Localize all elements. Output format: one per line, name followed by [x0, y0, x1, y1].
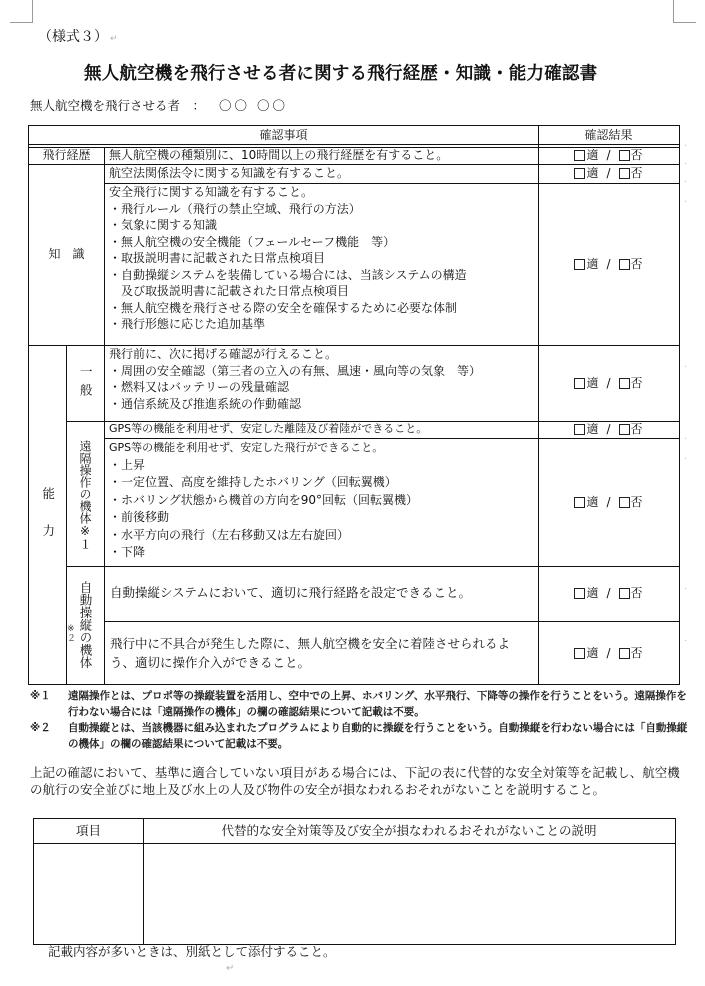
operator-name[interactable]: 〇〇 〇〇 — [219, 98, 288, 113]
remote-flight-cell — [104, 439, 538, 566]
checkbox-ng[interactable] — [619, 648, 630, 659]
checkbox-ok[interactable] — [574, 168, 585, 179]
alt-item-input[interactable] — [34, 844, 143, 944]
result-auto-intervention[interactable]: 適 / 否 — [538, 622, 679, 684]
knowledge-law-text: 航空法関係法令に関する知識を有すること。 — [109, 166, 350, 181]
row-end-mark: . — [684, 432, 687, 442]
list-item: ・ホバリング状態から機首の方向を90°回転（回転翼機） — [109, 492, 419, 507]
list-item: ・取扱説明書に記載された日常点検項目 — [109, 251, 326, 265]
checkbox-ng[interactable] — [619, 424, 630, 435]
list-item: ・周囲の安全確認（第三者の立入の有無、風速・風向等の気象 等） — [109, 363, 482, 378]
row-end-mark: . — [684, 139, 687, 149]
checkbox-ng[interactable] — [619, 588, 630, 599]
instruction-paragraph: 上記の確認において、基準に適合していない項目がある場合には、下記の表に代替的な安全対策等を記載し、航空機の航行の安全並びに地上及び水上の人及び物件の安全が損なわれるおそれがないことを説明すること。 — [30, 765, 680, 797]
header-result: 確認結果 — [584, 127, 633, 142]
paragraph-end-mark: ↵ — [226, 963, 235, 974]
checkbox-ok[interactable] — [574, 378, 585, 389]
subcategory-general: 一般 — [78, 364, 94, 402]
list-item: ・前後移動 — [109, 510, 170, 524]
flight-history-text: 無人航空機の種類別に、10時間以上の飛行経歴を有すること。 — [109, 148, 449, 163]
confirmation-table — [28, 125, 680, 685]
alt-description-input[interactable] — [144, 844, 675, 944]
row-end-mark: . — [684, 452, 687, 462]
general-text: 飛行前に、次に掲げる確認が行えること。 — [109, 347, 338, 361]
page-corner-mark-right — [673, 0, 696, 23]
knowledge-safety-list — [109, 201, 538, 333]
category-ability: 能 力 — [40, 486, 56, 543]
list-item: ・飛行ルール（飛行の禁止空域、飛行の方法） — [109, 201, 361, 216]
subcategory-remote: 遠隔操作の機体※１ — [78, 439, 92, 550]
row-end-mark: . — [684, 157, 687, 167]
row-end-mark: . — [684, 360, 687, 370]
general-cell — [104, 346, 538, 421]
result-general[interactable]: 適 / 否 — [538, 345, 679, 421]
checkbox-ok[interactable] — [574, 259, 585, 270]
list-item: ・飛行形態に応じた追加基準 — [109, 317, 266, 331]
list-item: ・自動操縦システムを装備している場合には、当該システムの構造 — [109, 267, 467, 282]
remote-takeoff-text: GPS等の機能を利用せず、安定した離陸及び着陸ができること。 — [109, 422, 428, 436]
alt-header-item: 項目 — [75, 822, 101, 838]
list-item: ・気象に関する知識 — [109, 218, 218, 232]
checkbox-ok[interactable] — [574, 150, 585, 161]
row-end-mark: . — [684, 195, 687, 205]
checkbox-ng[interactable] — [619, 259, 630, 270]
checkbox-ng[interactable] — [619, 150, 630, 161]
list-item: ・水平方向の飛行（左右移動又は左右旋回） — [109, 527, 350, 542]
category-knowledge: 知 識 — [48, 247, 85, 262]
document-title: 無人航空機を飛行させる者に関する飛行経歴・知識・能力確認書 — [84, 64, 598, 84]
auto-intervention-text: 飛行中に不具合が発生した際に、無人航空機を安全に着陸させられるよう、適切に操作介入ができること。 — [110, 636, 511, 670]
subcategory-auto: 自動操縦の機体 — [78, 581, 93, 669]
checkbox-ok[interactable] — [574, 424, 585, 435]
knowledge-safety-cell — [104, 184, 538, 345]
list-item: 及び取扱説明書に記載された日常点検項目 — [109, 284, 350, 298]
list-item: ・燃料又はバッテリーの残量確認 — [109, 380, 290, 394]
result-flight-history[interactable]: 適 / 否 — [538, 147, 679, 164]
checkbox-ng[interactable] — [619, 497, 630, 508]
list-item: ・上昇 — [109, 457, 146, 472]
auto-route-text: 自動操縦システムにおいて、適切に飛行経路を設定できること。 — [110, 585, 472, 601]
footnote-1: ※１ 遠隔操作とは、プロポ等の操縦装置を活用し、空中での上昇、ホバリング、水平飛行、下降等の操作を行うことをいう。遠隔操作を行わない場合には「遠隔操作の機体」の欄の確認結果について記載は不要。 — [30, 690, 687, 718]
list-item: ・無人航空機の安全機能（フェールセーフ機能 等） — [109, 234, 396, 249]
alt-header-description: 代替的な安全対策等及び安全が損なわれるおそれがないことの説明 — [221, 822, 597, 838]
checkbox-ng[interactable] — [619, 378, 630, 389]
result-knowledge-safety[interactable]: 適 / 否 — [538, 184, 679, 345]
row-end-mark: . — [684, 634, 687, 644]
operator-label: 無人航空機を飛行させる者 ： — [30, 98, 206, 113]
list-item: ・通信系統及び推進系統の作動確認 — [109, 396, 302, 411]
knowledge-safety-text: 安全飛行に関する知識を有すること。 — [109, 185, 314, 199]
checkbox-ok[interactable] — [574, 588, 585, 599]
operator-line — [30, 96, 288, 114]
form-number: （様式３） ↵ — [38, 29, 118, 45]
result-knowledge-law[interactable]: 適 / 否 — [538, 164, 679, 183]
checkbox-ok[interactable] — [574, 648, 585, 659]
footnotes — [30, 688, 688, 752]
list-item: ・無人航空機を飛行させる際の安全を確保するために必要な体制 — [109, 300, 458, 315]
attachment-note: 記載内容が多いときは、別紙として添付すること。 — [48, 944, 336, 959]
list-item: ・下降 — [109, 545, 146, 559]
list-item: ・一定位置、高度を維持したホバリング（回転翼機） — [109, 475, 397, 489]
category-flight-history: 飛行経歴 — [42, 148, 91, 163]
row-end-mark: . — [684, 582, 687, 592]
row-end-mark: . — [684, 175, 687, 185]
result-auto-route[interactable]: 適 / 否 — [538, 566, 679, 621]
checkbox-ok[interactable] — [574, 497, 585, 508]
auto-note-mark: ※２ — [67, 624, 77, 644]
alternative-measures-table — [33, 818, 676, 945]
page-corner-mark-left — [10, 0, 33, 23]
header-divider — [29, 144, 679, 145]
result-remote-takeoff[interactable]: 適 / 否 — [538, 421, 679, 438]
result-remote-flight[interactable]: 適 / 否 — [538, 438, 679, 566]
checkbox-ng[interactable] — [619, 168, 630, 179]
footnote-2: ※２ 自動操縦とは、当該機器に組み込まれたプログラムにより自動的に操縦を行うことをいう。自動操縦を行わない場合には「自動操縦の機体」の欄の確認結果について記載は不要。 — [30, 722, 688, 750]
header-item: 確認事項 — [259, 127, 308, 142]
remote-flight-text: GPS等の機能を利用せず、安定した飛行ができること。 — [109, 441, 384, 454]
